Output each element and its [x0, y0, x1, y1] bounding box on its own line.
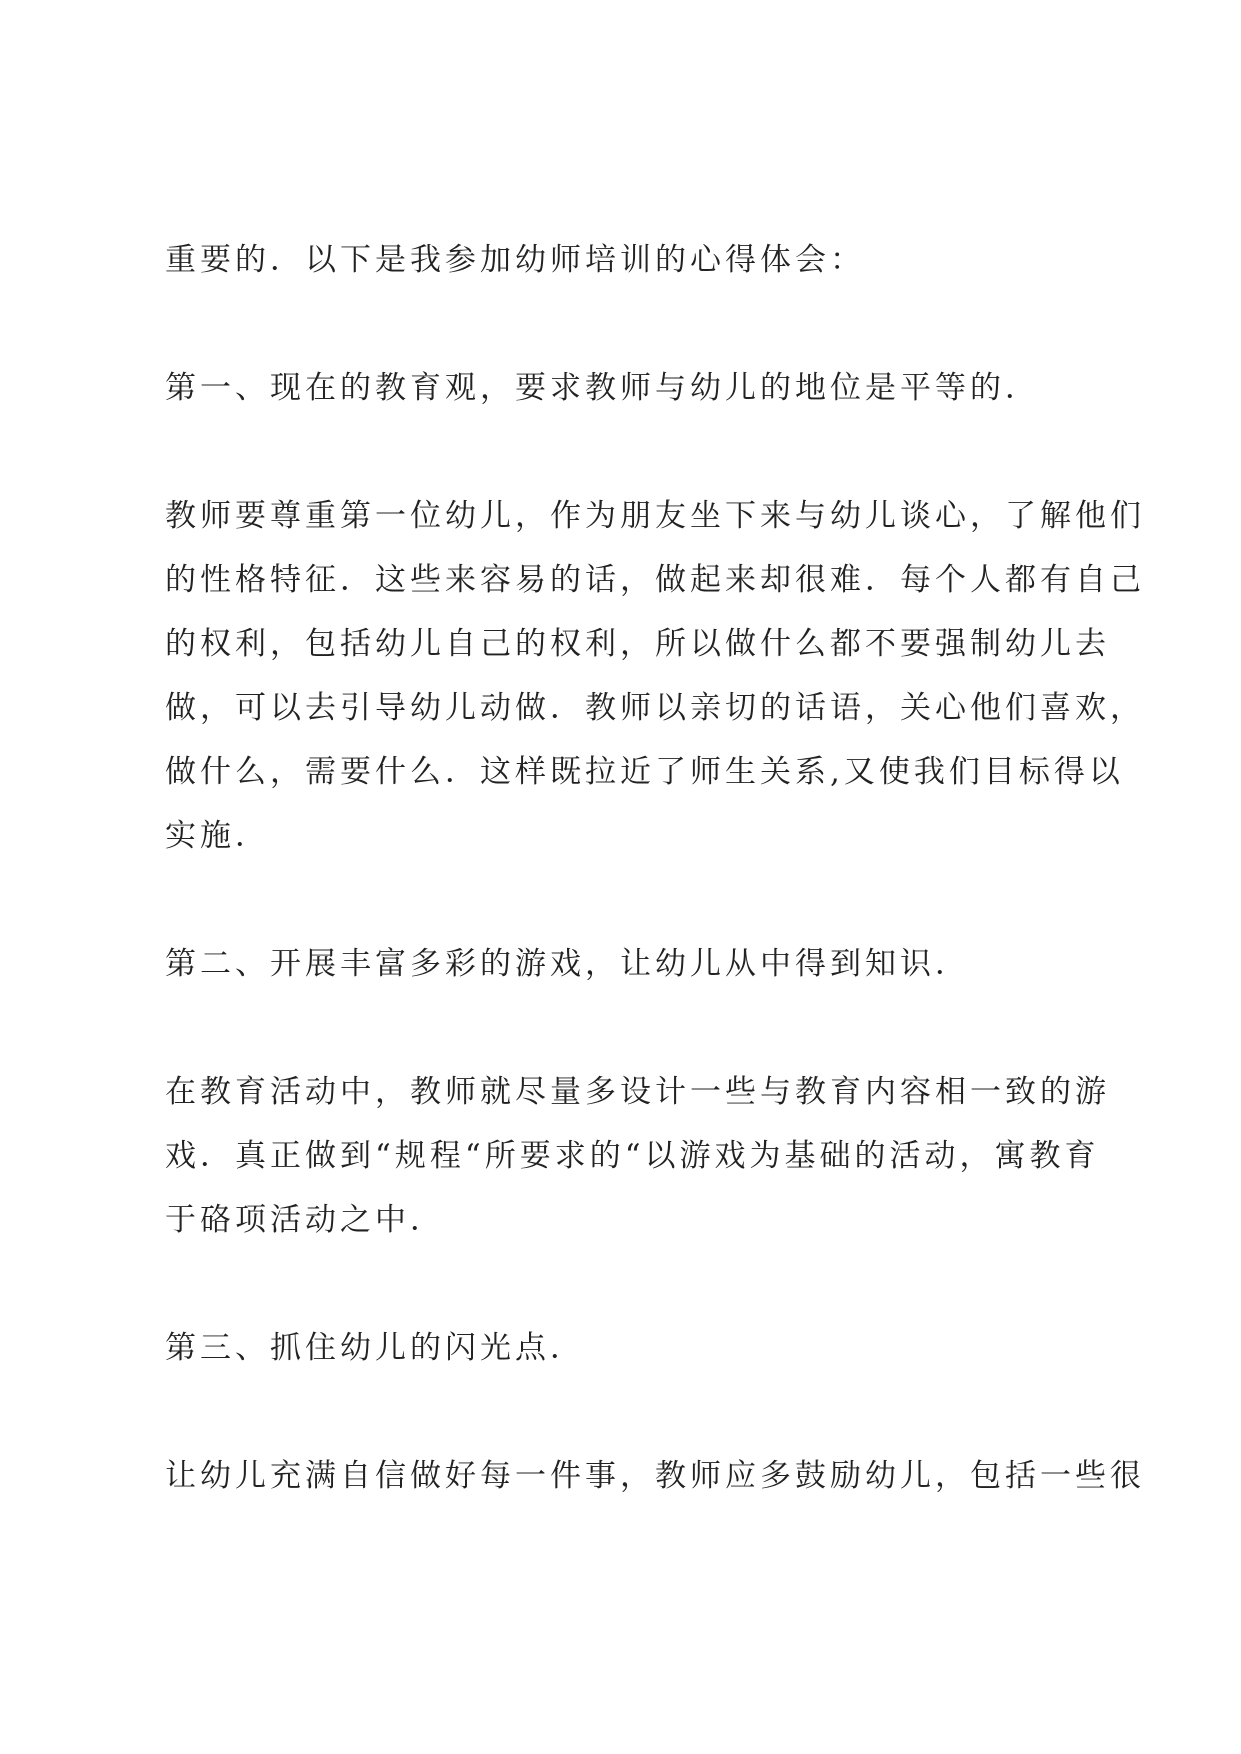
text-line: 教师要尊重第一位幼儿，作为朋友坐下来与幼儿谈心，了解他们	[165, 498, 1145, 534]
paragraph-point-three-body	[165, 1444, 1145, 1508]
heading-point-one	[165, 356, 1095, 420]
text-line: 做，可以去引导幼儿动做．教师以亲切的话语，关心他们喜欢，	[165, 690, 1145, 726]
text-line: 的性格特征．这些来容易的话，做起来却很难．每个人都有自己	[165, 562, 1145, 598]
text-line: 做什么，需要什么．这样既拉近了师生关系,又使我们目标得以	[165, 754, 1124, 790]
text-line: 第二、开展丰富多彩的游戏，让幼儿从中得到知识．	[165, 946, 970, 982]
text-line: 让幼儿充满自信做好每一件事，教师应多鼓励幼儿，包括一些很	[165, 1458, 1145, 1494]
heading-point-three	[165, 1316, 1095, 1380]
paragraph-point-one-body	[165, 484, 1145, 868]
heading-point-two	[165, 932, 1095, 996]
paragraph-intro	[165, 228, 1095, 292]
text-line: 第三、抓住幼儿的闪光点．	[165, 1330, 585, 1366]
text-line: 于硌项活动之中．	[165, 1202, 445, 1238]
document-body	[165, 228, 1145, 1572]
text-line: 在教育活动中，教师就尽量多设计一些与教育内容相一致的游	[165, 1074, 1110, 1110]
text-line: 实施．	[165, 818, 270, 854]
text-line: 的权利，包括幼儿自己的权利，所以做什么都不要强制幼儿去	[165, 626, 1110, 662]
text-line: 第一、现在的教育观，要求教师与幼儿的地位是平等的．	[165, 370, 1040, 406]
paragraph-point-two-body	[165, 1060, 1110, 1252]
text-line: 戏．真正做到“规程“所要求的“以游戏为基础的活动，寓教育	[165, 1138, 1100, 1174]
text-line: 重要的．以下是我参加幼师培训的心得体会：	[165, 242, 865, 278]
